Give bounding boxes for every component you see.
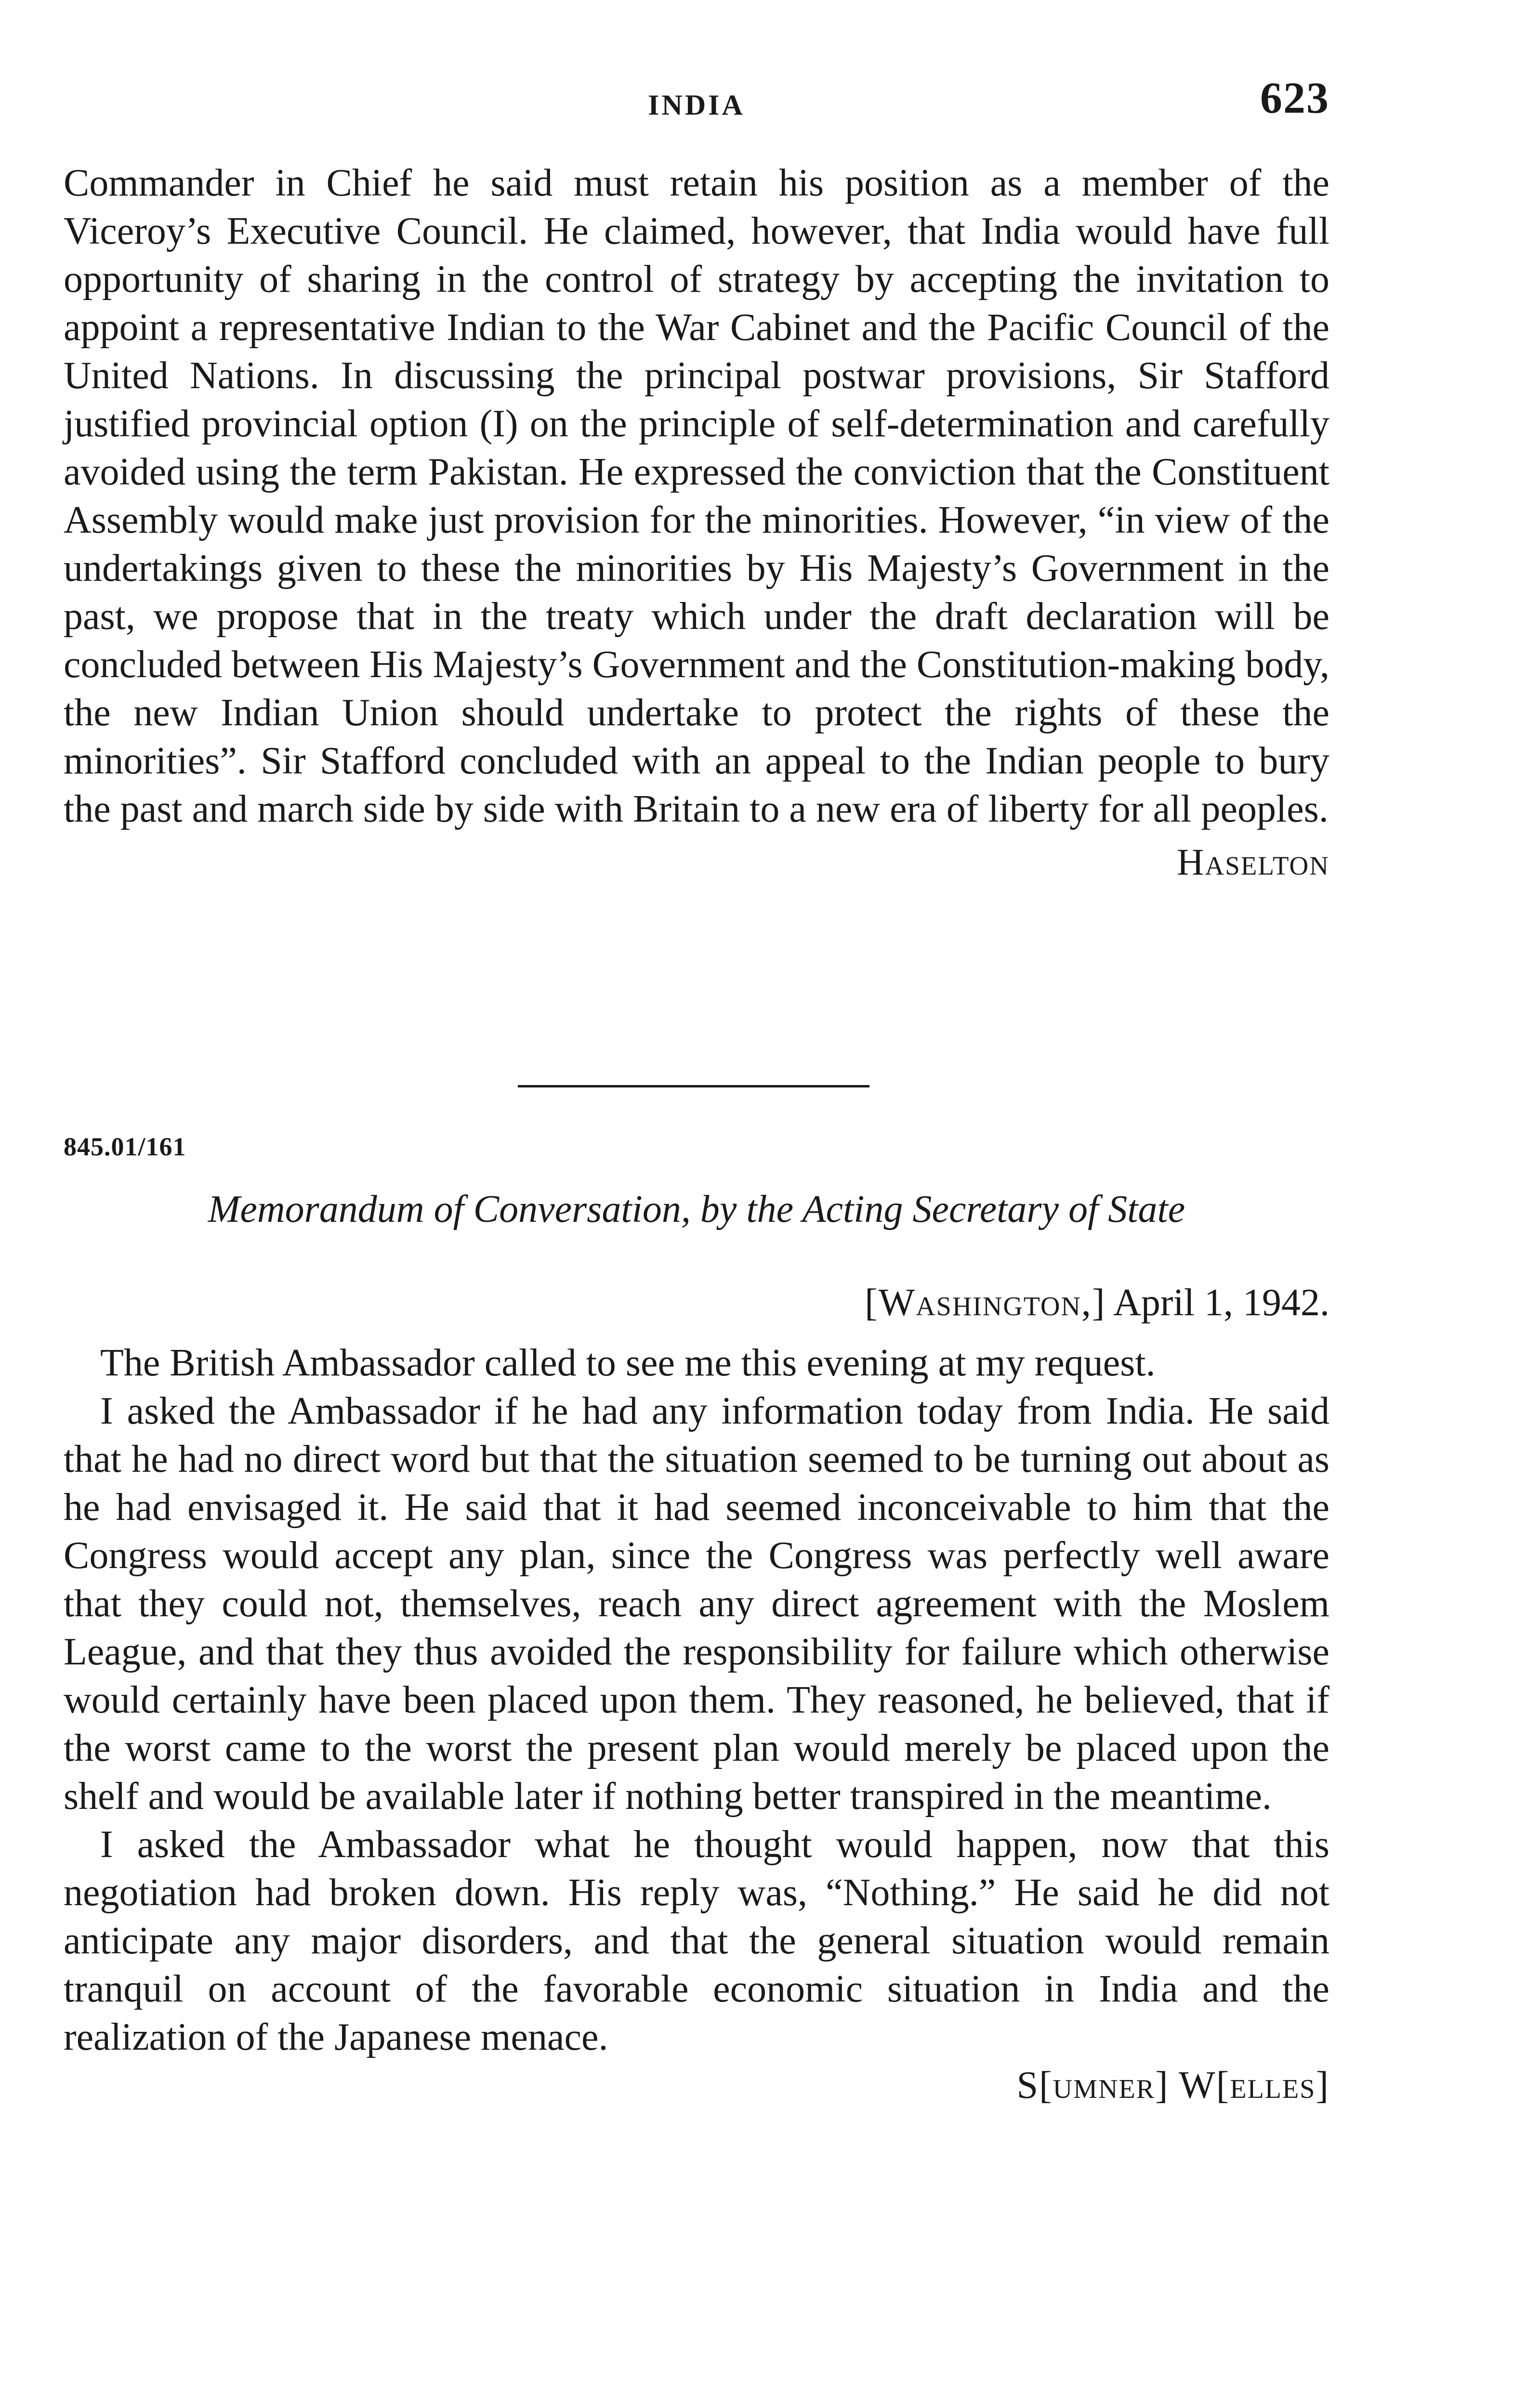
- memo-paragraph: I asked the Ambassador what he thought would happen, now that this negotiation had broken down. His reply was, “Nothing.” He said he did not anticipate any major disorders, and that the general situation would remain tranquil on account of the favorable economic situation in India and the realization of the Japanese menace.: [64, 1823, 1329, 2058]
- page-number: 623: [1260, 73, 1329, 122]
- signature-haselton: Haselton: [1177, 841, 1329, 883]
- section-continuation: [64, 159, 1329, 886]
- section-divider: [518, 1085, 869, 1087]
- document-file-number: 845.01/161: [64, 1132, 186, 1161]
- dateline-date: April 1, 1942.: [1113, 1282, 1329, 1324]
- document-title: Memorandum of Conversation, by the Acting Secretary of State: [208, 1188, 1185, 1230]
- running-title: INDIA: [648, 89, 745, 121]
- dateline: [64, 1281, 1329, 1325]
- dateline-place: [Washington,]: [865, 1282, 1106, 1324]
- continuation-paragraph: Commander in Chief he said must retain his position as a member of the Viceroy’s Executive Council. He claimed, however, that India would have full opportunity of sharing in the control of strategy by accepting the invitation to appoint a representative Indian to the War Cabinet and the Pacific Council of the United Nations. In discussing the principal postwar provisions, Sir Stafford justified provincial option (I) on the principle of self-determination and carefully avoided using the term Pakistan. He expressed the conviction that the Constituent Assembly would make just provision for the minorities. However, “in view of the undertakings given to these the minorities by His Majesty’s Government in the past, we propose that in the treaty which under the draft declaration will be concluded between His Majesty’s Government and the Constitution-making body, the new Indian Union should undertake to protect the rights of these the minorities”. Sir Stafford concluded with an appeal to the Indian people to bury the past and march side by side with Britain to a new era of liberty for all peoples.: [64, 162, 1329, 830]
- memorandum-body: [64, 1339, 1329, 2109]
- memo-paragraph: The British Ambassador called to see me this evening at my request.: [100, 1342, 1156, 1384]
- running-header: [64, 72, 1329, 135]
- memo-paragraph: I asked the Ambassador if he had any information today from India. He said that he had no direct word but that the situation seemed to be turning out about as he had envisaged it. He said that it had seemed inconceivable to him that the Congress would accept any plan, since the Congress was perfectly well aware that they could not, themselves, reach any direct agreement with the Moslem League, and that they thus avoided the responsibility for failure which otherwise would certainly have been placed upon them. They reasoned, he believed, that if the worst came to the worst the present plan would merely be placed upon the shelf and would be available later if nothing better transpired in the meantime.: [64, 1390, 1329, 1818]
- signature-welles: S[umner] W[elles]: [1016, 2064, 1329, 2107]
